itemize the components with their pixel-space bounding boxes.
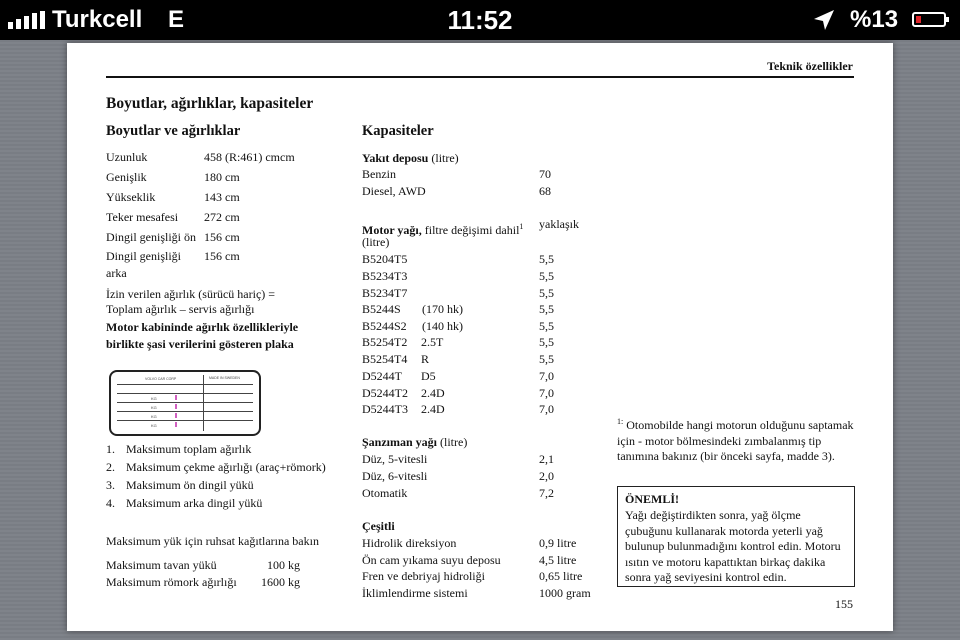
engine-oil-value: 5,5	[539, 302, 554, 316]
network-type: E	[168, 6, 185, 33]
battery-percentage: %13	[850, 6, 899, 33]
gearbox-value: 2,1	[539, 452, 554, 466]
dim-label: Uzunluk	[106, 150, 148, 164]
engine-variant: (170 hk)	[422, 302, 463, 316]
dim-value: 272 cm	[204, 210, 240, 224]
engine-oil-value: 7,0	[539, 386, 554, 400]
engine-variant: 2.4D	[421, 402, 445, 416]
fuel-tank-title: Yakıt deposu (litre)	[362, 151, 459, 165]
engine-variant: R	[421, 352, 430, 366]
misc-value: 0,65 litre	[539, 569, 583, 583]
dim-value: 180 cm	[204, 170, 240, 184]
gearbox-label: Düz, 5-vitesli	[362, 452, 428, 466]
plate-heading: Motor kabininde ağırlık özellikleriyle birlikte şasi verilerini gösteren plaka	[106, 320, 299, 351]
misc-label: Ön cam yıkama suyu deposu	[362, 553, 501, 567]
carrier-name: Turkcell	[52, 6, 143, 33]
document-page[interactable]	[67, 43, 893, 631]
engine-code: B5254T2	[362, 335, 408, 349]
fuel-value: 70	[539, 167, 551, 181]
dim-label: Dingil genişliği ön	[106, 230, 196, 244]
plate-list-item: Maksimum arka dingil yükü	[126, 496, 263, 510]
gearbox-value: 7,2	[539, 486, 554, 500]
running-head: Teknik özellikler	[767, 59, 853, 73]
load-value: 1600 kg	[261, 575, 300, 589]
status-bar	[0, 0, 960, 40]
important-notice	[617, 486, 855, 587]
dim-value: 156 cm	[204, 249, 240, 263]
status-time: 11:52	[447, 5, 513, 35]
gearbox-label: Otomatik	[362, 486, 408, 500]
dim-label: Genişlik	[106, 170, 147, 184]
engine-oil-value: 5,5	[539, 352, 554, 366]
header-rule	[106, 76, 854, 78]
gearbox-value: 2,0	[539, 469, 554, 483]
misc-label: İklimlendirme sistemi	[362, 586, 468, 600]
engine-oil-value: 7,0	[539, 402, 554, 416]
important-title: ÖNEMLİ!	[625, 492, 679, 506]
engine-oil-value: 5,5	[539, 319, 554, 333]
engine-code: B5234T7	[362, 286, 408, 300]
engine-code: D5244T	[362, 369, 402, 383]
engine-oil-title-unit: (litre)	[362, 235, 390, 249]
gearbox-label: Düz, 6-vitesli	[362, 469, 428, 483]
engine-variant: (140 hk)	[422, 319, 463, 333]
plate-marker	[175, 404, 177, 409]
misc-value: 4,5 litre	[539, 553, 577, 567]
fuel-label: Diesel, AWD	[362, 184, 426, 198]
engine-code: B5254T4	[362, 352, 408, 366]
engine-code: D5244T3	[362, 402, 408, 416]
engine-oil-value: 7,0	[539, 369, 554, 383]
fuel-value: 68	[539, 184, 551, 198]
misc-label: Hidrolik direksiyon	[362, 536, 457, 550]
plate-list-item: Maksimum toplam ağırlık	[126, 442, 252, 456]
chassis-plate-illustration: VOLVO CAR CORP MADE IN SWEDEN KG KG KG KG	[109, 370, 261, 436]
weight-note: Toplam ağırlık – servis ağırlığı	[106, 302, 255, 316]
capacities-heading: Kapasiteler	[362, 123, 434, 139]
plate-list-item: Maksimum ön dingil yükü	[126, 478, 254, 492]
engine-code: B5204T5	[362, 252, 408, 266]
location-arrow-icon	[812, 8, 836, 37]
weight-note: İzin verilen ağırlık (sürücü hariç) =	[106, 287, 276, 301]
engine-oil-value: 5,5	[539, 286, 554, 300]
battery-icon	[912, 12, 946, 27]
engine-code: B5244S	[362, 302, 401, 316]
engine-oil-title: Motor yağı, filtre değişimi dahil$^1$	[362, 222, 524, 237]
engine-code: B5234T3	[362, 269, 408, 283]
battery-level	[916, 16, 921, 23]
plate-list-number: 3.	[106, 478, 115, 492]
plate-marker	[175, 422, 177, 427]
engine-variant: 2.4D	[421, 386, 445, 400]
engine-oil-value: 5,5	[539, 335, 554, 349]
dim-label: Teker mesafesi	[106, 210, 179, 224]
plate-marker	[175, 413, 177, 418]
plate-list-number: 2.	[106, 460, 115, 474]
misc-value: 0,9 litre	[539, 536, 577, 550]
load-label: Maksimum tavan yükü	[106, 558, 217, 572]
dim-value: 458 (R:461) cmcm	[204, 150, 295, 164]
load-value: 100 kg	[267, 558, 300, 572]
engine-variant: D5	[421, 369, 436, 383]
dim-value: 156 cm	[204, 230, 240, 244]
misc-title: Çeşitli	[362, 519, 395, 533]
page-title: Boyutlar, ağırlıklar, kapasiteler	[106, 95, 314, 112]
misc-label: Fren ve debriyaj hidroliği	[362, 569, 485, 583]
important-text: Yağı değiştirdikten sonra, yağ ölçme çubuğunu kullanarak motorda yeterli yağ bulunup bulunmadığını kontrol edin. Motoru ısıtın ve motoru kapattıktan birkaç dakika sonra yağ seviyesini kontrol edin.	[625, 508, 841, 584]
plate-header: MADE IN SWEDEN	[209, 376, 240, 380]
engine-oil-value: 5,5	[539, 269, 554, 283]
page-number: 155	[835, 597, 853, 611]
fuel-label: Benzin	[362, 167, 396, 181]
engine-variant: 2.5T	[421, 335, 444, 349]
license-note: Maksimum yük için ruhsat kağıtlarına bakın	[106, 534, 319, 548]
load-label: Maksimum römork ağırlığı	[106, 575, 237, 589]
engine-oil-value: 5,5	[539, 252, 554, 266]
engine-code: B5244S2	[362, 319, 407, 333]
plate-list-number: 1.	[106, 442, 115, 456]
dim-label: Yükseklik	[106, 190, 156, 204]
misc-value: 1000 gram	[539, 586, 591, 600]
plate-header: VOLVO CAR CORP	[145, 377, 177, 381]
plate-list-number: 4.	[106, 496, 115, 510]
footnote: $^{1:}$ Otomobilde hangi motorun olduğunu saptamak için - motor bölmesindeki zımbalanmış tip tanımına bakınız (bir önceki sayfa, madde 3).	[617, 417, 854, 463]
gearbox-oil-title: Şanzıman yağı (litre)	[362, 435, 468, 449]
dim-label: Dingil genişliği arka	[106, 249, 181, 280]
engine-code: D5244T2	[362, 386, 408, 400]
dimensions-heading: Boyutlar ve ağırlıklar	[106, 123, 241, 139]
plate-list-item: Maksimum çekme ağırlığı (araç+römork)	[126, 460, 326, 474]
dim-value: 143 cm	[204, 190, 240, 204]
engine-oil-approx: yaklaşık	[539, 217, 579, 231]
plate-marker	[175, 395, 177, 400]
